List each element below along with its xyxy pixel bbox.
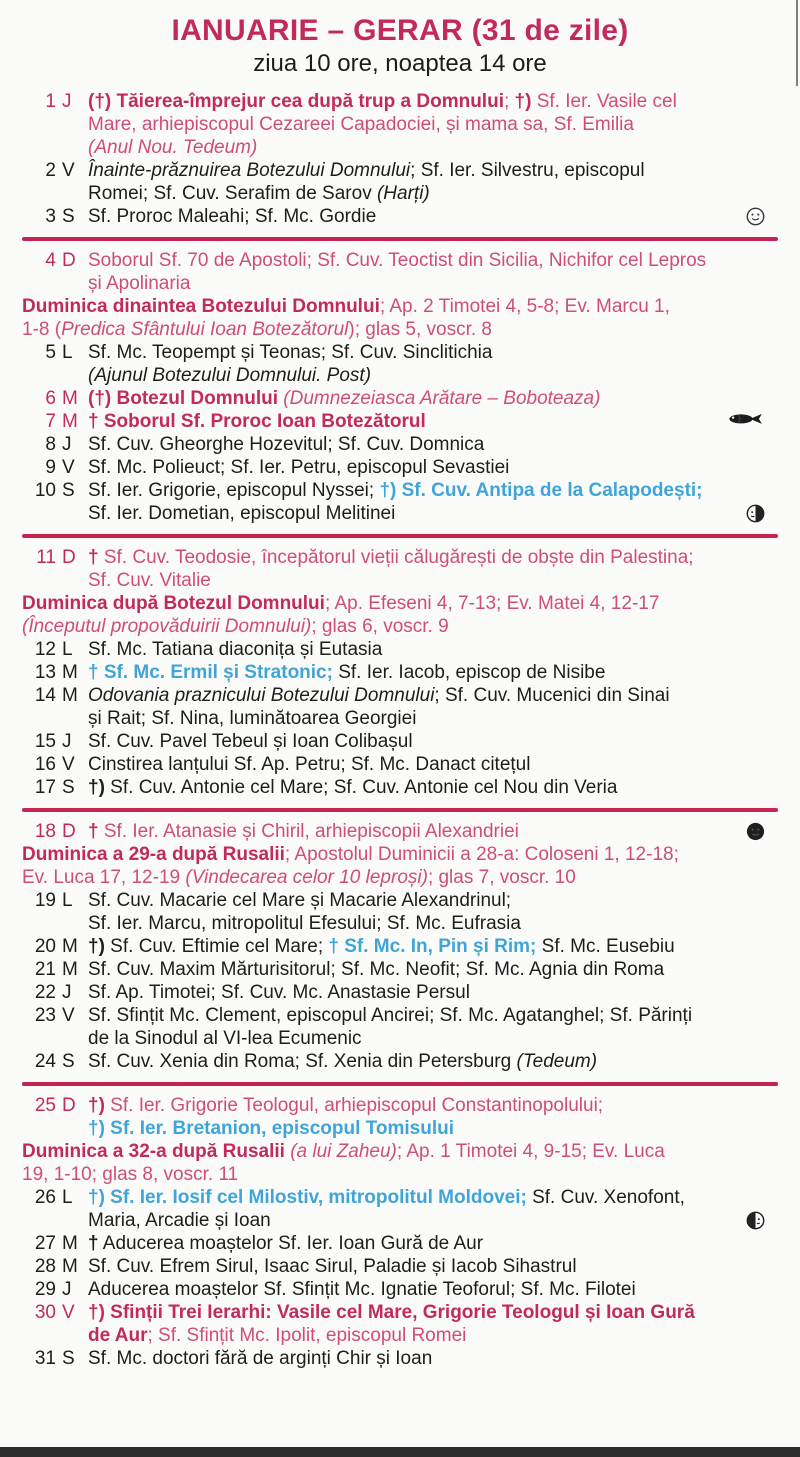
feast-text-run: 19, 1-10; glas 8, voscr. 11: [22, 1164, 239, 1185]
feast-text-run: și Apolinaria: [88, 273, 191, 294]
day-number: 20: [34, 936, 56, 957]
day-number: 17: [34, 777, 56, 798]
calendar-day-row: [22, 684, 778, 730]
feast-text-run: † Sf. Mc. Ermil și Stratonic;: [88, 662, 333, 683]
weekday-letter: S: [62, 777, 75, 798]
day-number: 19: [34, 890, 56, 911]
feast-text-run: (†) Tăierea-împrejur cea după trup a Domnului: [88, 91, 504, 112]
calendar-day-row: [22, 1094, 778, 1140]
feast-text-run: †): [514, 91, 532, 112]
week-separator-rule: [22, 1082, 778, 1086]
weekday-letter: D: [62, 250, 76, 271]
feast-text-run: Sf. Mc. doctori fără de arginți Chir și Ioan: [88, 1348, 433, 1369]
feast-text-run: Sf. Ier. Dometian, episcopul Melitinei: [88, 503, 396, 524]
weekday-letter: M: [62, 411, 78, 432]
calendar-day-row: [22, 456, 778, 479]
calendar-day-row: [22, 249, 778, 295]
feast-text-run: †: [88, 821, 99, 842]
feast-text-run: Cinstirea lanțului Sf. Ap. Petru; Sf. Mc. Danact citețul: [88, 754, 531, 775]
feast-text-run: †: [88, 547, 99, 568]
calendar-day-row: [22, 1255, 778, 1278]
feast-text-run: (Tedeum): [516, 1051, 598, 1072]
sunday-heading: [22, 843, 778, 889]
day-number: 25: [34, 1095, 56, 1116]
feast-text-run: Duminica după Botezul Domnului: [22, 593, 325, 614]
feast-text-run: Soborul Sf. 70 de Apostoli; Sf. Cuv. Teoctist din Sicilia, Nichifor cel Lepros: [88, 250, 707, 271]
feast-text-run: †) Sf. Cuv. Antipa de la Calapodești;: [379, 480, 703, 501]
weekday-letter: D: [62, 1095, 76, 1116]
day-number: 26: [34, 1187, 56, 1208]
day-number: 28: [34, 1256, 56, 1277]
calendar-day-row: [22, 546, 778, 592]
calendar-day-row: [22, 776, 778, 799]
calendar-day-row: [22, 638, 778, 661]
day-number: 27: [34, 1233, 56, 1254]
day-number: 6: [45, 388, 56, 409]
feast-text-run: † Soborul Sf. Proroc Ioan Botezătorul: [88, 411, 426, 432]
full-moon-icon: [726, 206, 766, 229]
weekday-letter: D: [62, 821, 76, 842]
day-number: 10: [34, 480, 56, 501]
calendar-day-row: [22, 981, 778, 1004]
feast-text-run: Sf. Cuv. Xenia din Roma; Sf. Xenia din Petersburg: [88, 1051, 517, 1072]
weekday-letter: V: [62, 160, 75, 181]
calendar-day-row: [22, 341, 778, 387]
feast-text-run: de la Sinodul al VI-lea Ecumenic: [88, 1028, 362, 1049]
calendar-day-row: [22, 889, 778, 935]
calendar-day-row: [22, 479, 778, 525]
page-bottom-bar: [0, 1447, 800, 1457]
day-number: 22: [34, 982, 56, 1003]
feast-text-run: Duminica a 29-a după Rusalii: [22, 844, 285, 865]
weekday-letter: S: [62, 206, 75, 227]
feast-text-run: ; Sf. Ier. Silvestru, episcopul: [410, 160, 645, 181]
feast-text-run: Sf. Cuv. Maxim Mărturisitorul; Sf. Mc. Neofit; Sf. Mc. Agnia din Roma: [88, 959, 665, 980]
calendar-day-row: [22, 1301, 778, 1347]
day-number: 30: [34, 1302, 56, 1323]
day-number: 2: [45, 160, 56, 181]
feast-text-run: Sf. Ier. Atanasie și Chiril, arhiepiscopii Alexandriei: [98, 821, 519, 842]
calendar-day-row: [22, 90, 778, 159]
page-subtitle: ziua 10 ore, noaptea 14 ore: [253, 50, 547, 77]
feast-text-run: †) Sf. Ier. Iosif cel Milostiv, mitropolitul Moldovei;: [88, 1187, 527, 1208]
feast-text-run: Sf. Proroc Maleahi; Sf. Mc. Gordie: [88, 206, 377, 227]
feast-text-run: Sf. Ier. Grigorie Teologul, arhiepiscopul Constantinopolului;: [104, 1095, 604, 1116]
weekday-letter: D: [62, 547, 76, 568]
feast-text-run: Sf. Ier. Marcu, mitropolitul Efesului; Sf. Mc. Eufrasia: [88, 913, 521, 934]
feast-text-run: ; Apostolul Duminicii a 28-a: Coloseni 1, 12-18;: [284, 844, 679, 865]
calendar-day-row: [22, 661, 778, 684]
day-number: 12: [34, 639, 56, 660]
calendar-day-row: [22, 753, 778, 776]
feast-text-run: (Începutul propovăduirii Domnului): [22, 616, 312, 637]
weekday-letter: M: [62, 388, 78, 409]
feast-text-run: †) Sf. Ier. Bretanion, episcopul Tomisului: [88, 1118, 454, 1139]
day-number: 13: [34, 662, 56, 683]
feast-text-run: Sf. Ier. Iacob, episcop de Nisibe: [332, 662, 606, 683]
feast-text-run: ); glas 5, voscr. 8: [348, 319, 492, 340]
feast-text-run: †): [88, 936, 105, 957]
calendar-day-row: [22, 1050, 778, 1073]
calendar-body: [22, 90, 778, 1370]
calendar-day-row: [22, 820, 778, 843]
feast-text-run: Sf. Cuv. Gheorghe Hozevitul; Sf. Cuv. Domnica: [88, 434, 485, 455]
feast-text-run: Sf. Cuv. Efrem Sirul, Isaac Sirul, Paladie și Iacob Sihastrul: [88, 1256, 577, 1277]
feast-text-run: (Harți): [376, 183, 430, 204]
feast-text-run: †: [88, 1233, 99, 1254]
day-number: 7: [45, 411, 56, 432]
feast-text-run: și Rait; Sf. Nina, luminătoarea Georgiei: [88, 708, 417, 729]
weekday-letter: L: [62, 890, 73, 911]
feast-text-run: (a lui Zaheu): [290, 1141, 397, 1162]
fish-icon: [726, 411, 766, 434]
feast-text-run: †): [88, 1095, 105, 1116]
sunday-heading: [22, 295, 778, 341]
feast-text-run: Duminica dinaintea Botezului Domnului: [22, 296, 380, 317]
weekday-letter: L: [62, 1187, 73, 1208]
feast-text-run: Sf. Cuv. Eftimie cel Mare;: [104, 936, 329, 957]
weekday-letter: V: [62, 754, 75, 775]
weekday-letter: J: [62, 434, 72, 455]
last-quarter-moon-icon: [726, 503, 766, 526]
calendar-day-row: [22, 935, 778, 958]
feast-text-run: (†) Botezul Domnului: [88, 388, 284, 409]
weekday-letter: S: [62, 480, 75, 501]
day-number: 16: [34, 754, 56, 775]
weekday-letter: L: [62, 639, 73, 660]
calendar-day-row: [22, 1186, 778, 1232]
feast-text-run: Sf. Ap. Timotei; Sf. Cuv. Mc. Anastasie Persul: [88, 982, 470, 1003]
week-separator-rule: [22, 237, 778, 241]
day-number: 29: [34, 1279, 56, 1300]
day-number: 4: [45, 250, 56, 271]
calendar-day-row: [22, 387, 778, 410]
feast-text-run: ; glas 6, voscr. 9: [311, 616, 449, 637]
sunday-heading: [22, 592, 778, 638]
calendar-day-row: [22, 433, 778, 456]
feast-text-run: Sf. Mc. Teopempt și Teonas; Sf. Cuv. Sinclitichia: [88, 342, 493, 363]
weekday-letter: L: [62, 342, 73, 363]
day-number: 8: [45, 434, 56, 455]
calendar-day-row: [22, 1232, 778, 1255]
weekday-letter: M: [62, 662, 78, 683]
weekday-letter: V: [62, 1302, 75, 1323]
feast-text-run: Sf. Mc. Tatiana diaconița și Eutasia: [88, 639, 383, 660]
calendar-day-row: [22, 958, 778, 981]
day-number: 11: [36, 547, 56, 568]
feast-text-run: (Anul Nou. Tedeum): [88, 137, 258, 158]
feast-text-run: (Dumnezeiasca Arătare – Boboteaza): [283, 388, 601, 409]
day-number: 24: [34, 1051, 56, 1072]
weekday-letter: M: [62, 685, 78, 706]
day-number: 15: [34, 731, 56, 752]
new-moon-icon: [726, 821, 766, 844]
feast-text-run: Ev. Luca 17, 12-19: [22, 867, 186, 888]
calendar-day-row: [22, 410, 778, 433]
weekday-letter: M: [62, 1256, 78, 1277]
feast-text-run: Sf. Ier. Grigorie, episcopul Nyssei;: [88, 480, 380, 501]
weekday-letter: J: [62, 982, 72, 1003]
feast-text-run: Sf. Mc. Eusebiu: [536, 936, 675, 957]
weekday-letter: S: [62, 1348, 75, 1369]
weekday-letter: J: [62, 1279, 72, 1300]
feast-text-run: Romei; Sf. Cuv. Serafim de Sarov: [88, 183, 377, 204]
feast-text-run: Sf. Cuv. Teodosie, începătorul vieții călugărești de obște din Palestina;: [98, 547, 694, 568]
calendar-day-row: [22, 1004, 778, 1050]
feast-text-run: (Vindecarea celor 10 leproși): [185, 867, 428, 888]
feast-text-run: Sf. Cuv. Vitalie: [88, 570, 211, 591]
day-number: 18: [34, 821, 56, 842]
feast-text-run: Predica Sfântului Ioan Botezătorul: [61, 319, 349, 340]
calendar-day-row: [22, 1347, 778, 1370]
scan-edge-artifact: [796, 0, 798, 86]
feast-text-run: Sf. Cuv. Macarie cel Mare și Macarie Alexandrinul;: [88, 890, 512, 911]
weekday-letter: V: [62, 1005, 75, 1026]
day-number: 23: [34, 1005, 56, 1026]
feast-text-run: (Ajunul Botezului Domnului. Post): [88, 365, 372, 386]
day-number: 21: [34, 959, 56, 980]
weekday-letter: S: [62, 1051, 75, 1072]
calendar-day-row: [22, 205, 778, 228]
feast-text-run: †) Sfinții Trei Ierarhi: Vasile cel Mare, Grigorie Teologul și Ioan Gură: [88, 1302, 695, 1323]
feast-text-run: Duminica a 32-a după Rusalii: [22, 1141, 291, 1162]
feast-text-run: Sf. Cuv. Pavel Tebeul și Ioan Colibașul: [88, 731, 413, 752]
feast-text-run: Mare, arhiepiscopul Cezareei Capadociei, și mama sa, Sf. Emilia: [88, 114, 634, 135]
feast-text-run: Sf. Ier. Vasile cel: [531, 91, 677, 112]
sunday-heading: [22, 1140, 778, 1186]
feast-text-run: ; Ap. Efeseni 4, 7-13; Ev. Matei 4, 12-17: [324, 593, 660, 614]
feast-text-run: Sf. Mc. Polieuct; Sf. Ier. Petru, episcopul Sevastiei: [88, 457, 510, 478]
calendar-day-row: [22, 730, 778, 753]
feast-text-run: † Sf. Mc. In, Pin și Rim;: [328, 936, 537, 957]
feast-text-run: Aducerea moaștelor Sf. Sfințit Mc. Ignatie Teoforul; Sf. Mc. Filotei: [88, 1279, 636, 1300]
day-number: 1: [45, 91, 56, 112]
calendar-day-row: [22, 1278, 778, 1301]
feast-text-run: Sf. Cuv. Antonie cel Mare; Sf. Cuv. Antonie cel Nou din Veria: [104, 777, 618, 798]
feast-text-run: de Aur: [88, 1325, 148, 1346]
weekday-letter: M: [62, 1233, 78, 1254]
day-number: 9: [45, 457, 56, 478]
weekday-letter: M: [62, 936, 78, 957]
weekday-letter: M: [62, 959, 78, 980]
feast-text-run: ; Sf. Cuv. Mucenici din Sinai: [434, 685, 670, 706]
calendar-day-row: [22, 159, 778, 205]
feast-text-run: Sf. Sfințit Mc. Clement, episcopul Ancirei; Sf. Mc. Agatanghel; Sf. Părinți: [88, 1005, 693, 1026]
weekday-letter: V: [62, 457, 75, 478]
day-number: 14: [34, 685, 56, 706]
feast-text-run: Odovania praznicului Botezului Domnului: [88, 685, 435, 706]
feast-text-run: 1-8 (: [22, 319, 62, 340]
page-title: IANUARIE – GERAR (31 de zile): [171, 14, 629, 47]
feast-text-run: ;: [503, 91, 515, 112]
day-number: 3: [45, 206, 56, 227]
feast-text-run: ; glas 7, voscr. 10: [427, 867, 576, 888]
feast-text-run: Maria, Arcadie și Ioan: [88, 1210, 271, 1231]
feast-text-run: ; Ap. 1 Timotei 4, 9-15; Ev. Luca: [396, 1141, 665, 1162]
day-number: 5: [45, 342, 56, 363]
week-separator-rule: [22, 808, 778, 812]
feast-text-run: Sf. Cuv. Xenofont,: [526, 1187, 685, 1208]
feast-text-run: †): [88, 777, 105, 798]
feast-text-run: ; Ap. 2 Timotei 4, 5-8; Ev. Marcu 1,: [379, 296, 670, 317]
week-separator-rule: [22, 534, 778, 538]
feast-text-run: Aducerea moaștelor Sf. Ier. Ioan Gură de Aur: [98, 1233, 484, 1254]
weekday-letter: J: [62, 731, 72, 752]
day-number: 31: [34, 1348, 56, 1369]
first-quarter-moon-icon: [726, 1210, 766, 1233]
feast-text-run: Înainte-prăznuirea Botezului Domnului: [88, 160, 411, 181]
feast-text-run: ; Sf. Sfințit Mc. Ipolit, episcopul Romei: [147, 1325, 467, 1346]
weekday-letter: J: [62, 91, 72, 112]
